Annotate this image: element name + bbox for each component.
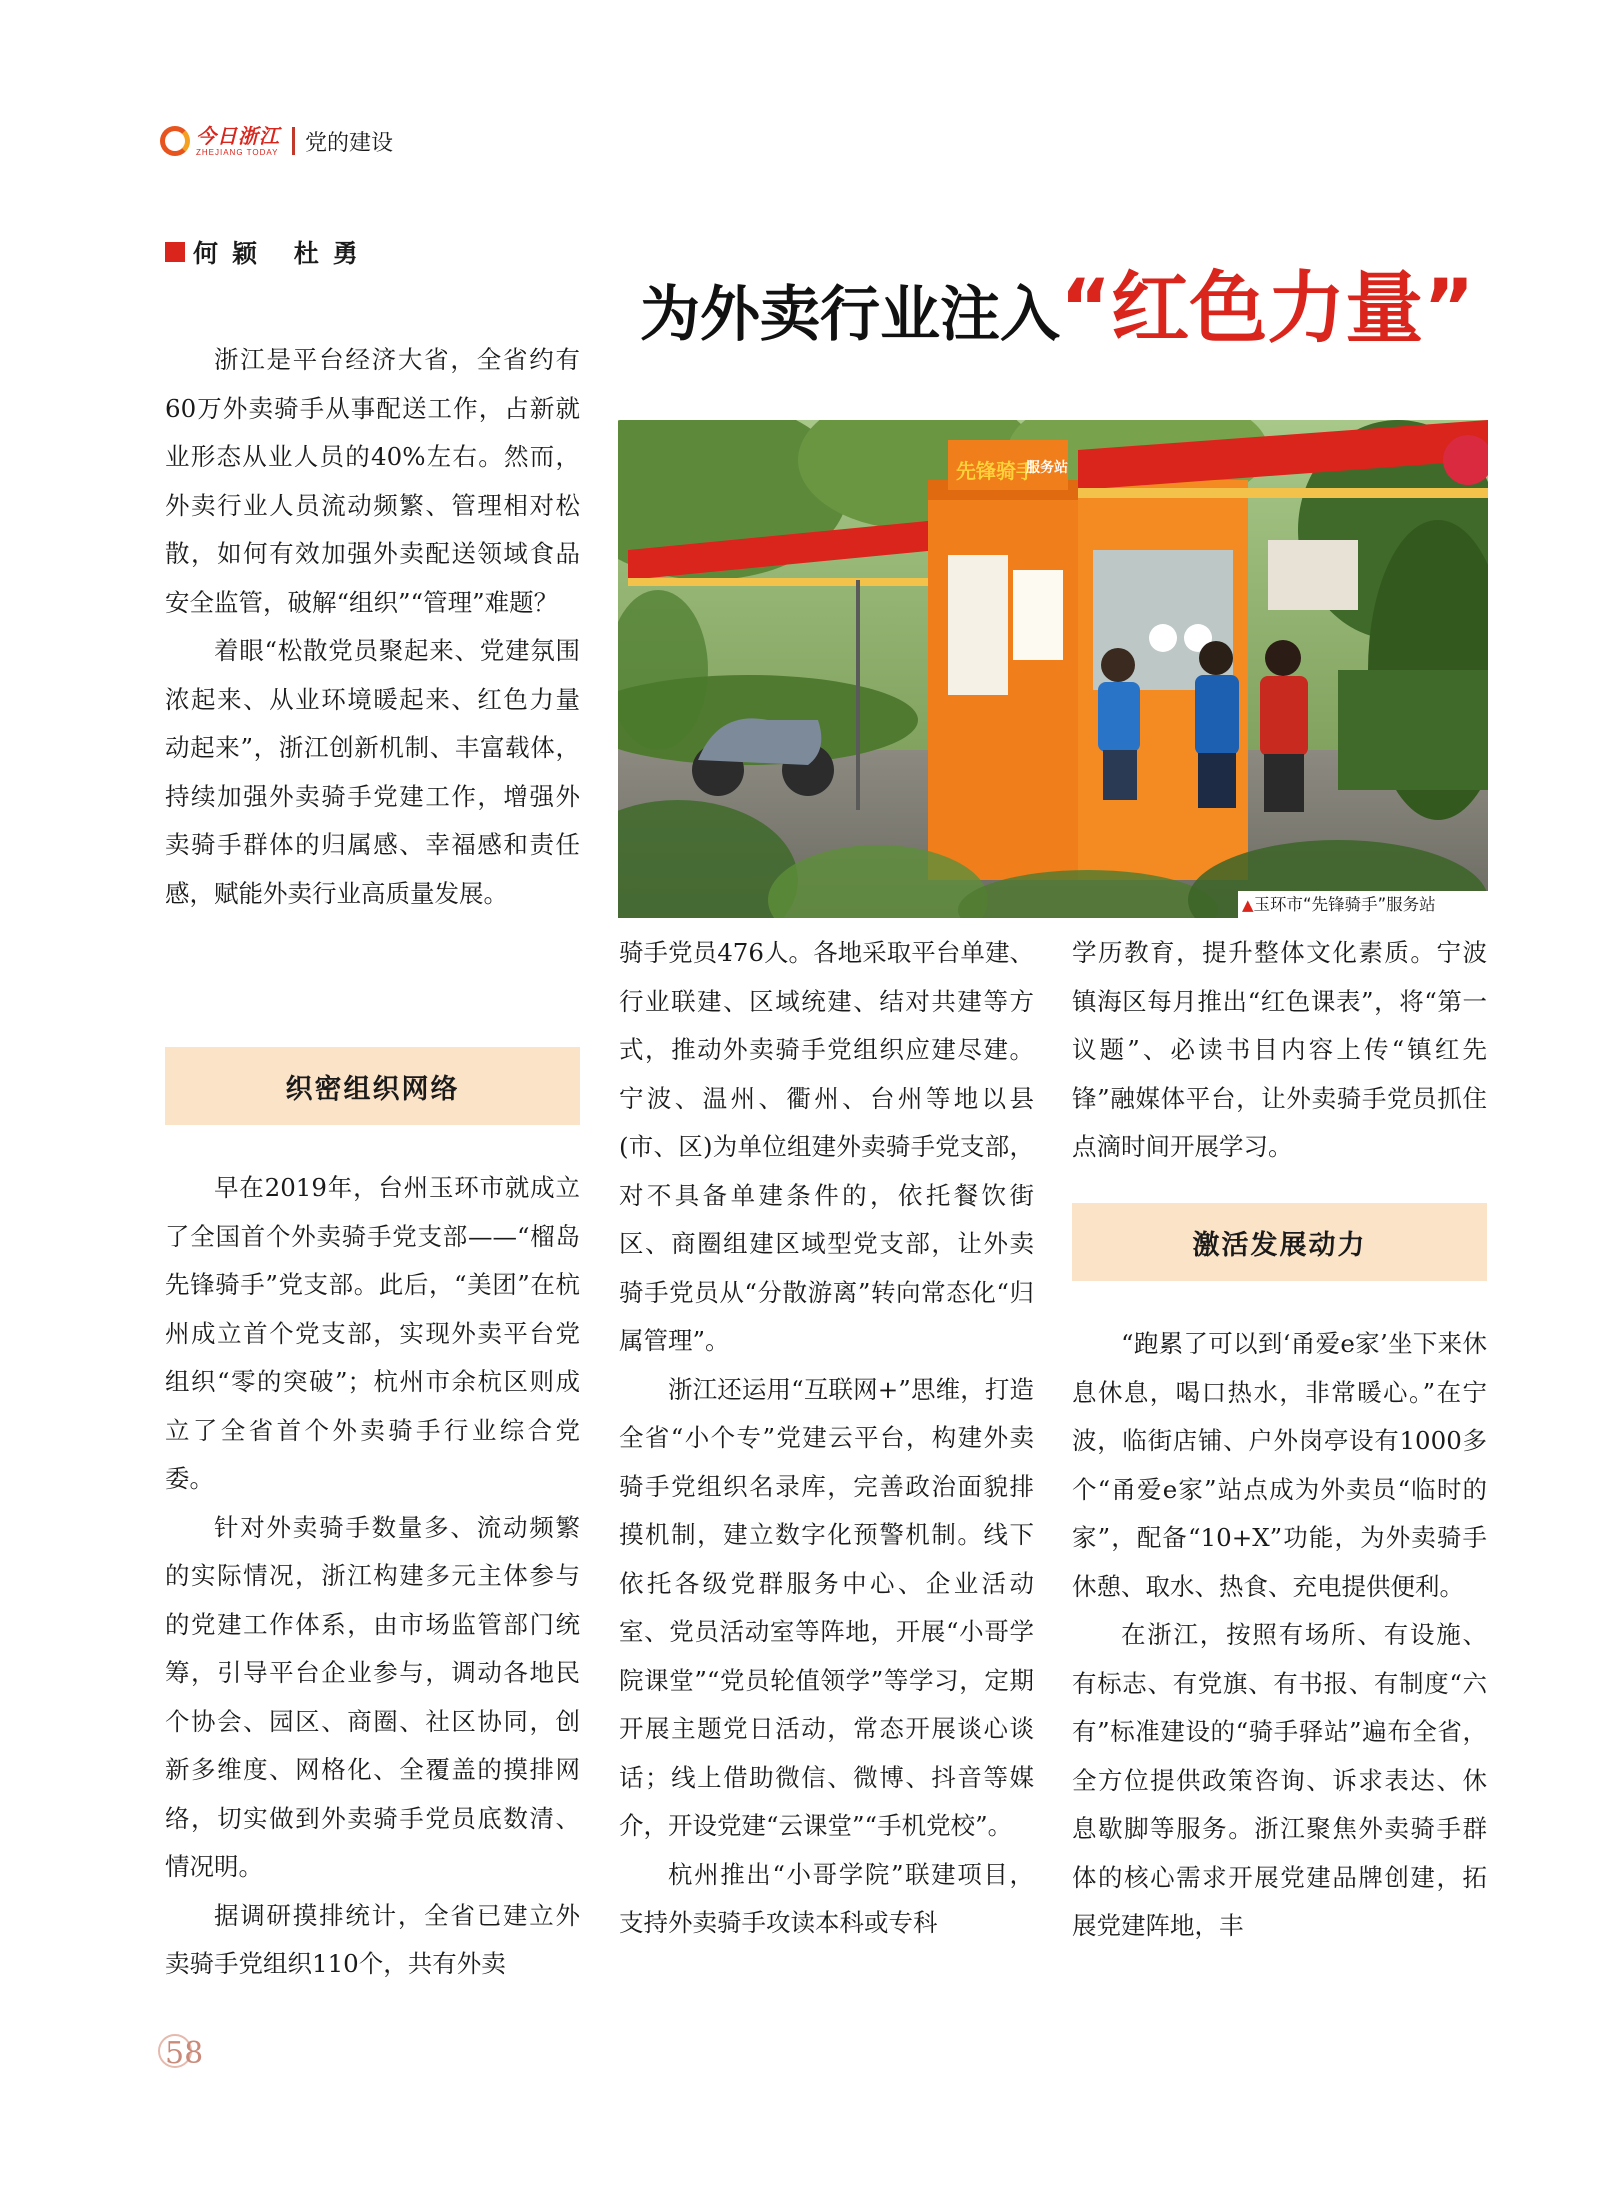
byline [165,234,372,270]
paragraph: 在浙江，按照有场所、有设施、有标志、有党旗、有书报、有制度“六有”标准建设的“骑手驿站”遍布全省，全方位提供政策咨询、诉求表达、休息歇脚等服务。浙江聚焦外卖骑手群体的核心需求开展党建品牌创建，拓展党建阵地，丰 [1072,1620,1487,1940]
logo-swirl-icon [160,126,190,156]
paragraph: 针对外卖骑手数量多、流动频繁的实际情况，浙江构建多元主体参与的党建工作体系，由市场监管部门统筹，引导平台企业参与，调动各地民个协会、园区、商圈、社区协同，创新多维度、网格化、全覆盖的摸排网络，切实做到外卖骑手党员底数清、情况明。 [165,1512,580,1881]
page-header [160,118,393,164]
section-heading-2: 激活发展动力 [1072,1203,1487,1281]
column-3-top [1072,929,1487,1172]
page-number: 58 [165,2036,204,2071]
paragraph: 杭州推出“小哥学院”联建项目，支持外卖骑手攻读本科或专科 [619,1859,1034,1937]
booth-sign: 先锋骑手 [956,459,1036,483]
column-3-body [1072,1320,1487,1951]
title-prefix: 为外卖行业注入 [640,280,1060,350]
photo-caption [1238,891,1488,919]
paragraph: 着眼“松散党员聚起来、党建氛围浓起来、从业环境暖起来、红色力量动起来”，浙江创新机制、丰富载体，持续加强外卖骑手党建工作，增强外卖骑手群体的归属感、幸福感和责任感，赋能外卖行业高质量发展。 [165,636,580,908]
paragraph: 据调研摸排统计，全省已建立外卖骑手党组织110个，共有外卖 [165,1900,580,1978]
column-1-body [165,1164,580,1989]
title-highlight: “红色力量” [1060,264,1475,354]
column-1-intro [165,336,580,918]
article-title [640,264,1500,354]
paragraph: “跑累了可以到‘甬爱e家’坐下来休息休息，喝口热水，非常暖心。”在宁波，临街店铺、户外岗亭设有1000多个“甬爱e家”站点成为外卖员“临时的家”，配备“10+X”功能，为外卖骑手休憩、取水、热食、充电提供便利。 [1072,1329,1487,1601]
paragraph: 早在2019年，台州玉环市就成立了全国首个外卖骑手党支部——“榴岛先锋骑手”党支部。此后，“美团”在杭州成立首个党支部，实现外卖平台党组织“零的突破”；杭州市余杭区则成立了全省首个外卖骑手行业综合党委。 [165,1173,580,1493]
magazine-logo [160,123,280,157]
rider-station-illustration [618,420,1488,918]
paragraph: 浙江是平台经济大省，全省约有60万外卖骑手从事配送工作，占新就业形态从业人员的40%左右。然而，外卖行业人员流动频繁、管理相对松散，如何有效加强外卖配送领域食品安全监管，破解“组织”“管理”难题？ [165,345,580,617]
booth-sign-suffix: 服务站 [1026,460,1068,476]
article-photo [618,420,1488,918]
header-divider [292,127,295,155]
square-bullet-icon [165,242,185,262]
section-heading-1: 织密组织网络 [165,1047,580,1125]
author-names: 何颖 杜勇 [193,239,372,268]
paragraph: 浙江还运用“互联网+”思维，打造全省“小个专”党建云平台，构建外卖骑手党组织名录库，完善政治面貌排摸机制，建立数字化预警机制。线下依托各级党群服务中心、企业活动室、党员活动室等阵地，开展“小哥学院课堂”“党员轮值领学”等学习，定期开展主题党日活动，常态开展谈心谈话；线上借助微信、微博、抖音等媒介，开设党建“云课堂”“手机党校”。 [619,1374,1034,1840]
paragraph: 学历教育，提升整体文化素质。宁波镇海区每月推出“红色课表”，将“第一议题”、必读书目内容上传“镇红先锋”融媒体平台，让外卖骑手党员抓住点滴时间开展学习。 [1072,938,1487,1161]
section-name: 党的建设 [305,130,394,156]
caption-text: 玉环市“先锋骑手”服务站 [1253,895,1436,914]
riders-group [1098,640,1308,812]
logo-english: ZHEJIANG TODAY [196,147,279,157]
logo-chinese: 今日浙江 [196,123,280,148]
paragraph: 骑手党员476人。各地采取平台单建、行业联建、区域统建、结对共建等方式，推动外卖骑手党组织应建尽建。宁波、温州、衢州、台州等地以县(市、区)为单位组建外卖骑手党支部，对不具备单建条件的，依托餐饮街区、商圈组建区域型党支部，让外卖骑手党员从“分散游离”转向常态化“归属管理”。 [619,938,1034,1355]
triangle-marker-icon: ▲ [1242,896,1254,914]
column-2 [619,929,1034,1948]
